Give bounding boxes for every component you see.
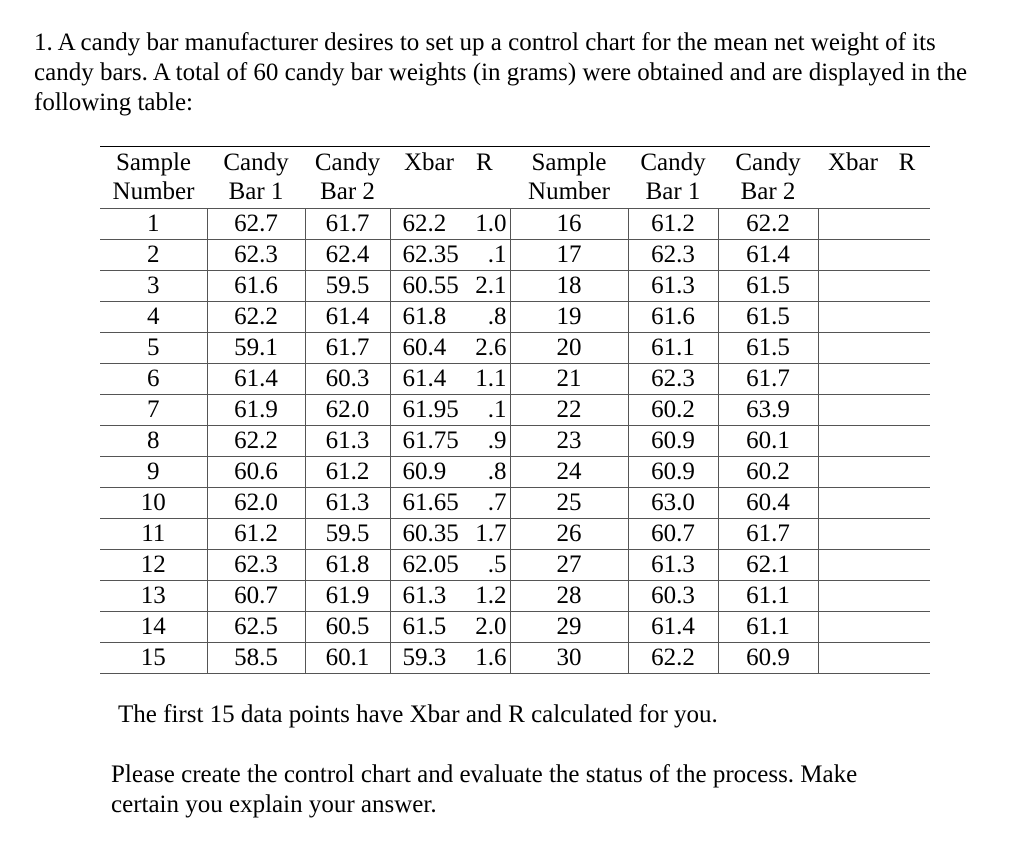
candy-bar-1-cell: 62.7	[207, 209, 305, 240]
calculated-note: The first 15 data points have Xbar and R calculated for you.	[118, 701, 718, 728]
sample-number-2-cell: 29	[510, 612, 628, 643]
candy-bar-1-cell: 62.2	[207, 426, 305, 457]
header-number-2: Number	[528, 178, 610, 205]
sample-number-cell: 4	[100, 302, 207, 333]
candy-bar-2-2-cell: 61.1	[718, 612, 818, 643]
r-2-cell	[884, 271, 930, 302]
candy-bar-1-2-cell: 60.7	[628, 519, 718, 550]
xbar-value: 62.35	[402, 241, 459, 268]
candy-bar-1-2-cell: 62.2	[628, 643, 718, 674]
candy-bar-2-cell: 61.2	[305, 457, 390, 488]
r-value: .9	[487, 427, 507, 454]
candy-bar-1-2-cell: 63.0	[628, 488, 718, 519]
xbar-value: 61.65	[402, 489, 459, 516]
xbar-value: 61.95	[402, 396, 459, 423]
xbar-2-cell	[818, 519, 884, 550]
r-value: 2.0	[475, 613, 507, 640]
xbar-value: 62.05	[402, 551, 459, 578]
header-r-2: R	[884, 147, 930, 178]
xbar-value: 61.3	[402, 582, 447, 609]
sample-number-cell: 3	[100, 271, 207, 302]
xbar-2-cell	[818, 643, 884, 674]
xbar-r-cell	[390, 550, 510, 581]
candy-bar-1-cell: 62.5	[207, 612, 305, 643]
candy-bar-1-2-cell: 61.2	[628, 209, 718, 240]
r-2-cell	[884, 550, 930, 581]
candy-bar-2-cell: 62.4	[305, 240, 390, 271]
r-value: .8	[487, 458, 507, 485]
problem-statement: 1. A candy bar manufacturer desires to set up a control chart for the mean net weight of its candy bars. A total of 60 candy bar weights (in grams) were obtained and are displayed in the following table:	[34, 29, 968, 116]
xbar-2-cell	[818, 457, 884, 488]
candy-bar-1-cell: 62.0	[207, 488, 305, 519]
table-row	[100, 302, 930, 333]
r-2-cell	[884, 395, 930, 426]
r-2-cell	[884, 457, 930, 488]
sample-number-2-cell: 30	[510, 643, 628, 674]
xbar-2-cell	[818, 581, 884, 612]
candy-bar-2-2-cell: 60.1	[718, 426, 818, 457]
table-row	[100, 581, 930, 612]
xbar-2-cell	[818, 302, 884, 333]
sample-number-2-cell: 23	[510, 426, 628, 457]
table-row	[100, 209, 930, 240]
header-bar-2-2: Bar 2	[740, 178, 796, 205]
sample-number-cell: 5	[100, 333, 207, 364]
table-row	[100, 457, 930, 488]
r-value: 2.1	[475, 272, 507, 299]
xbar-value: 61.8	[402, 303, 447, 330]
candy-bar-2-cell: 61.7	[305, 209, 390, 240]
r-2-cell	[884, 240, 930, 271]
candy-bar-2-cell: 61.7	[305, 333, 390, 364]
xbar-2-cell	[818, 271, 884, 302]
header-bar-1-2: Bar 1	[645, 178, 701, 205]
header-candy-bar-1-2: Candy	[628, 147, 718, 178]
r-value: .5	[487, 551, 507, 578]
candy-bar-2-2-cell: 61.4	[718, 240, 818, 271]
xbar-value: 60.9	[402, 458, 447, 485]
r-2-cell	[884, 519, 930, 550]
header-bar-2: Bar 2	[320, 178, 375, 205]
xbar-value: 61.4	[402, 365, 447, 392]
r-2-cell	[884, 488, 930, 519]
table-row	[100, 395, 930, 426]
sample-number-cell: 11	[100, 519, 207, 550]
sample-number-cell: 12	[100, 550, 207, 581]
xbar-2-cell	[818, 364, 884, 395]
table-row	[100, 612, 930, 643]
candy-bar-2-cell: 61.9	[305, 581, 390, 612]
candy-bar-2-2-cell: 60.2	[718, 457, 818, 488]
candy-bar-1-2-cell: 61.6	[628, 302, 718, 333]
candy-bar-1-cell: 61.4	[207, 364, 305, 395]
xbar-r-cell	[390, 488, 510, 519]
xbar-r-cell	[390, 364, 510, 395]
candy-bar-2-cell: 59.5	[305, 519, 390, 550]
candy-bar-2-2-cell: 62.1	[718, 550, 818, 581]
candy-weight-table	[100, 146, 930, 674]
xbar-r-cell	[390, 426, 510, 457]
candy-bar-2-cell: 61.8	[305, 550, 390, 581]
r-value: 1.6	[475, 644, 507, 671]
header-xbar: Xbar	[404, 149, 454, 176]
candy-bar-2-2-cell: 60.9	[718, 643, 818, 674]
candy-bar-1-cell: 59.1	[207, 333, 305, 364]
sample-number-cell: 13	[100, 581, 207, 612]
candy-bar-1-2-cell: 60.9	[628, 426, 718, 457]
candy-bar-1-cell: 60.7	[207, 581, 305, 612]
table-row	[100, 643, 930, 674]
table-body	[100, 209, 930, 674]
table-row	[100, 271, 930, 302]
sample-number-2-cell: 27	[510, 550, 628, 581]
r-value: 1.1	[475, 365, 507, 392]
table-row	[100, 426, 930, 457]
header-xbar-r	[390, 147, 510, 178]
r-value: 2.6	[475, 334, 507, 361]
candy-bar-2-cell: 62.0	[305, 395, 390, 426]
candy-bar-2-cell: 60.1	[305, 643, 390, 674]
table-row	[100, 488, 930, 519]
candy-bar-2-2-cell: 61.7	[718, 519, 818, 550]
candy-bar-2-2-cell: 61.7	[718, 364, 818, 395]
header-r: R	[475, 149, 493, 176]
table-row	[100, 333, 930, 364]
candy-bar-1-cell: 61.6	[207, 271, 305, 302]
xbar-r-cell	[390, 271, 510, 302]
header-candy-bar-2-2: Candy	[718, 147, 818, 178]
xbar-value: 60.35	[402, 520, 459, 547]
xbar-2-cell	[818, 426, 884, 457]
sample-number-2-cell: 22	[510, 395, 628, 426]
candy-bar-1-cell: 62.3	[207, 550, 305, 581]
candy-bar-1-cell: 61.9	[207, 395, 305, 426]
sample-number-2-cell: 17	[510, 240, 628, 271]
sample-number-2-cell: 21	[510, 364, 628, 395]
candy-bar-1-cell: 62.3	[207, 240, 305, 271]
r-value: 1.2	[475, 582, 507, 609]
candy-bar-1-cell: 58.5	[207, 643, 305, 674]
sample-number-2-cell: 20	[510, 333, 628, 364]
xbar-r-cell	[390, 612, 510, 643]
candy-bar-1-2-cell: 61.3	[628, 271, 718, 302]
candy-bar-2-2-cell: 60.4	[718, 488, 818, 519]
table-header	[100, 147, 930, 209]
xbar-value: 62.2	[402, 210, 447, 237]
table-row	[100, 519, 930, 550]
sample-number-2-cell: 18	[510, 271, 628, 302]
table-row	[100, 550, 930, 581]
candy-bar-1-2-cell: 61.3	[628, 550, 718, 581]
r-2-cell	[884, 426, 930, 457]
xbar-r-cell	[390, 581, 510, 612]
sample-number-2-cell: 19	[510, 302, 628, 333]
r-2-cell	[884, 333, 930, 364]
candy-bar-2-2-cell: 63.9	[718, 395, 818, 426]
xbar-r-cell	[390, 240, 510, 271]
r-value: .8	[487, 303, 507, 330]
sample-number-2-cell: 24	[510, 457, 628, 488]
xbar-r-cell	[390, 333, 510, 364]
candy-bar-1-2-cell: 62.3	[628, 364, 718, 395]
header-sample: Sample	[100, 147, 207, 178]
r-2-cell	[884, 209, 930, 240]
sample-number-cell: 15	[100, 643, 207, 674]
r-value: .1	[487, 241, 507, 268]
r-2-cell	[884, 581, 930, 612]
sample-number-cell: 14	[100, 612, 207, 643]
xbar-r-cell	[390, 643, 510, 674]
r-value: .7	[487, 489, 507, 516]
r-2-cell	[884, 364, 930, 395]
xbar-2-cell	[818, 333, 884, 364]
candy-bar-2-cell: 59.5	[305, 271, 390, 302]
r-2-cell	[884, 302, 930, 333]
table-row	[100, 364, 930, 395]
candy-bar-1-cell: 60.6	[207, 457, 305, 488]
xbar-value: 59.3	[402, 644, 447, 671]
candy-bar-1-2-cell: 60.9	[628, 457, 718, 488]
candy-bar-2-2-cell: 61.1	[718, 581, 818, 612]
r-value: 1.0	[475, 210, 507, 237]
candy-bar-1-2-cell: 60.3	[628, 581, 718, 612]
xbar-2-cell	[818, 240, 884, 271]
xbar-r-cell	[390, 302, 510, 333]
sample-number-cell: 7	[100, 395, 207, 426]
sample-number-cell: 2	[100, 240, 207, 271]
candy-bar-2-2-cell: 61.5	[718, 333, 818, 364]
xbar-value: 60.4	[402, 334, 447, 361]
xbar-2-cell	[818, 488, 884, 519]
r-2-cell	[884, 643, 930, 674]
xbar-2-cell	[818, 612, 884, 643]
xbar-r-cell	[390, 209, 510, 240]
candy-bar-2-cell: 60.3	[305, 364, 390, 395]
xbar-2-cell	[818, 209, 884, 240]
sample-number-cell: 8	[100, 426, 207, 457]
sample-number-2-cell: 28	[510, 581, 628, 612]
header-candy-bar-1: Candy	[207, 147, 305, 178]
sample-number-2-cell: 16	[510, 209, 628, 240]
sample-number-cell: 6	[100, 364, 207, 395]
candy-bar-1-cell: 62.2	[207, 302, 305, 333]
candy-bar-2-2-cell: 61.5	[718, 302, 818, 333]
header-candy-bar-2: Candy	[305, 147, 390, 178]
candy-bar-1-2-cell: 62.3	[628, 240, 718, 271]
candy-bar-2-cell: 61.4	[305, 302, 390, 333]
header-xbar-2: Xbar	[818, 147, 884, 178]
candy-bar-2-2-cell: 61.5	[718, 271, 818, 302]
sample-number-cell: 10	[100, 488, 207, 519]
candy-bar-2-cell: 61.3	[305, 426, 390, 457]
instructions: Please create the control chart and evaluate the status of the process. Make certain you explain your answer.	[111, 761, 858, 818]
xbar-r-cell	[390, 457, 510, 488]
candy-bar-1-2-cell: 61.4	[628, 612, 718, 643]
candy-bar-1-2-cell: 60.2	[628, 395, 718, 426]
candy-bar-2-cell: 61.3	[305, 488, 390, 519]
sample-number-2-cell: 26	[510, 519, 628, 550]
xbar-r-cell	[390, 519, 510, 550]
candy-bar-2-2-cell: 62.2	[718, 209, 818, 240]
candy-bar-1-2-cell: 61.1	[628, 333, 718, 364]
r-value: 1.7	[475, 520, 507, 547]
xbar-2-cell	[818, 395, 884, 426]
header-bar-1: Bar 1	[228, 178, 284, 205]
table-row	[100, 240, 930, 271]
candy-bar-1-cell: 61.2	[207, 519, 305, 550]
header-number: Number	[112, 178, 195, 205]
header-sample-2: Sample	[510, 147, 628, 178]
sample-number-2-cell: 25	[510, 488, 628, 519]
xbar-value: 61.5	[402, 613, 447, 640]
r-2-cell	[884, 612, 930, 643]
sample-number-cell: 1	[100, 209, 207, 240]
candy-bar-2-cell: 60.5	[305, 612, 390, 643]
xbar-2-cell	[818, 550, 884, 581]
xbar-value: 61.75	[402, 427, 459, 454]
sample-number-cell: 9	[100, 457, 207, 488]
r-value: .1	[487, 396, 507, 423]
xbar-r-cell	[390, 395, 510, 426]
xbar-value: 60.55	[402, 272, 459, 299]
